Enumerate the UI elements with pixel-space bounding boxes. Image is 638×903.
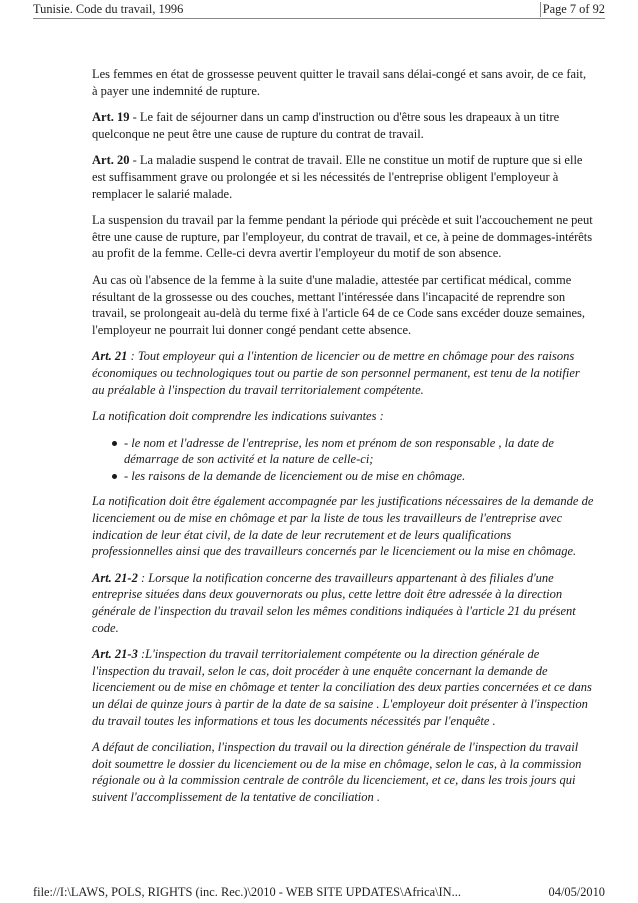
paragraph: La notification doit être également accompagnée par les justifications nécessaires de la demande de licenciement ou de mise en chômage et par la liste de tous les travailleurs de l'entreprise avec indication de leur état civil, de la date de leur recrutement et de leurs qualifications professionnelles ainsi que des travailleurs concernés par le licenciement ou la mise en chômage. — [92, 494, 594, 559]
list-item-text: - les raisons de la demande de licenciement ou de mise en chômage. — [124, 468, 466, 483]
paragraph: Les femmes en état de grossesse peuvent quitter le travail sans délai-congé et sans avoir, de ce fait, à payer une indemnité de rupture. — [92, 67, 587, 98]
article-text: : Tout employeur qui a l'intention de licencier ou de mettre en chômage pour des raisons économiques ou technologiques tout ou partie de son personnel permanent, est tenu de la notifier au préalable à l'inspection du travail territorialement compétente. — [92, 349, 580, 397]
article-label: Art. 20 — [92, 153, 130, 168]
page-footer — [33, 885, 605, 901]
article-text: :L'inspection du travail territorialement compétente ou la direction générale de l'inspection du travail, selon le cas, doit procéder à une enquête concernant la demande de licenciement ou de mise en chômage et tenter la conciliation des deux parties concernées et ce dans un délai de quinze jours à partir de la date de sa saisine . L'employeur doit présenter à l'inspection du travail toutes les informations et tous les documents nécessités par l'enquête . — [92, 647, 592, 728]
file-path: file://I:\LAWS, POLS, RIGHTS (inc. Rec.)\2010 - WEB SITE UPDATES\Africa\IN... — [33, 885, 461, 899]
header-divider — [33, 18, 605, 19]
list-item — [124, 435, 594, 468]
page-header — [33, 2, 605, 18]
bullet-icon — [112, 441, 117, 446]
article-19 — [92, 109, 594, 142]
article-21-3 — [92, 646, 594, 729]
article-text: - La maladie suspend le contrat de travail. Elle ne constitue un motif de rupture que si elle est suffisamment grave ou prolongée et si les nécessités de l'entreprise obligent l'employeur à remplacer le salarié malade. — [92, 153, 583, 201]
paragraph: Au cas où l'absence de la femme à la suite d'une maladie, attestée par certificat médical, comme résultant de la grossesse ou des couches, mettant l'intéressée dans l'incapacité de reprendre son travail, se prolongeait au-delà du terme fixé à l'article 64 de ce Code sans excéder douze semaines, l'employeur ne pourrait lui donner congé pendant cette absence. — [92, 272, 586, 337]
paragraph: La notification doit comprendre les indications suivantes : — [92, 409, 384, 424]
document-body — [92, 66, 594, 816]
paragraph: A défaut de conciliation, l'inspection du travail ou la direction générale de l'inspection du travail doit soumettre le dossier du licenciement ou de la mise en chômage, selon le cas, à la commission régionale ou à la commission centrale de contrôle du licenciement, et ce, dans les trois jours qui suivent l'accomplissement de la tentative de conciliation . — [92, 740, 582, 804]
article-20 — [92, 152, 594, 202]
article-21 — [92, 348, 594, 398]
paragraph: La suspension du travail par la femme pendant la période qui précède et suit l'accouchement ne peut être une cause de rupture, par l'employeur, du contrat de travail, et ce, à peine de dommages-intérêts au profit de la femme. Celle-ci devra avertir l'employeur du motif de son absence. — [92, 213, 593, 261]
article-label: Art. 21-3 — [92, 647, 138, 662]
document-title: Tunisie. Code du travail, 1996 — [33, 2, 184, 16]
bullet-icon — [112, 474, 117, 479]
article-21-2 — [92, 570, 594, 636]
article-text: - Le fait de séjourner dans un camp d'instruction ou d'être sous les drapeaux à un titre quelconque ne peut être une cause de rupture du contrat de travail. — [92, 110, 560, 141]
list-item-text: - le nom et l'adresse de l'entreprise, les nom et prénom de son responsable , la date de démarrage de son activité et la nature de celle-ci; — [124, 435, 554, 467]
list-item — [124, 468, 594, 485]
article-label: Art. 19 — [92, 110, 130, 125]
bullet-list — [92, 435, 594, 485]
article-text: : Lorsque la notification concerne des travailleurs appartenant à des filiales d'une entreprise situées dans deux gouvernorats ou plus, cette lettre doit être adressée à la direction générale de l'inspection du travail selon les mêmes conditions indiquées à l'article 21 du présent code. — [92, 570, 576, 635]
article-label: Art. 21-2 — [92, 570, 138, 585]
page-number: Page 7 of 92 — [540, 2, 605, 17]
print-date: 04/05/2010 — [548, 885, 605, 899]
article-label: Art. 21 — [92, 349, 128, 364]
